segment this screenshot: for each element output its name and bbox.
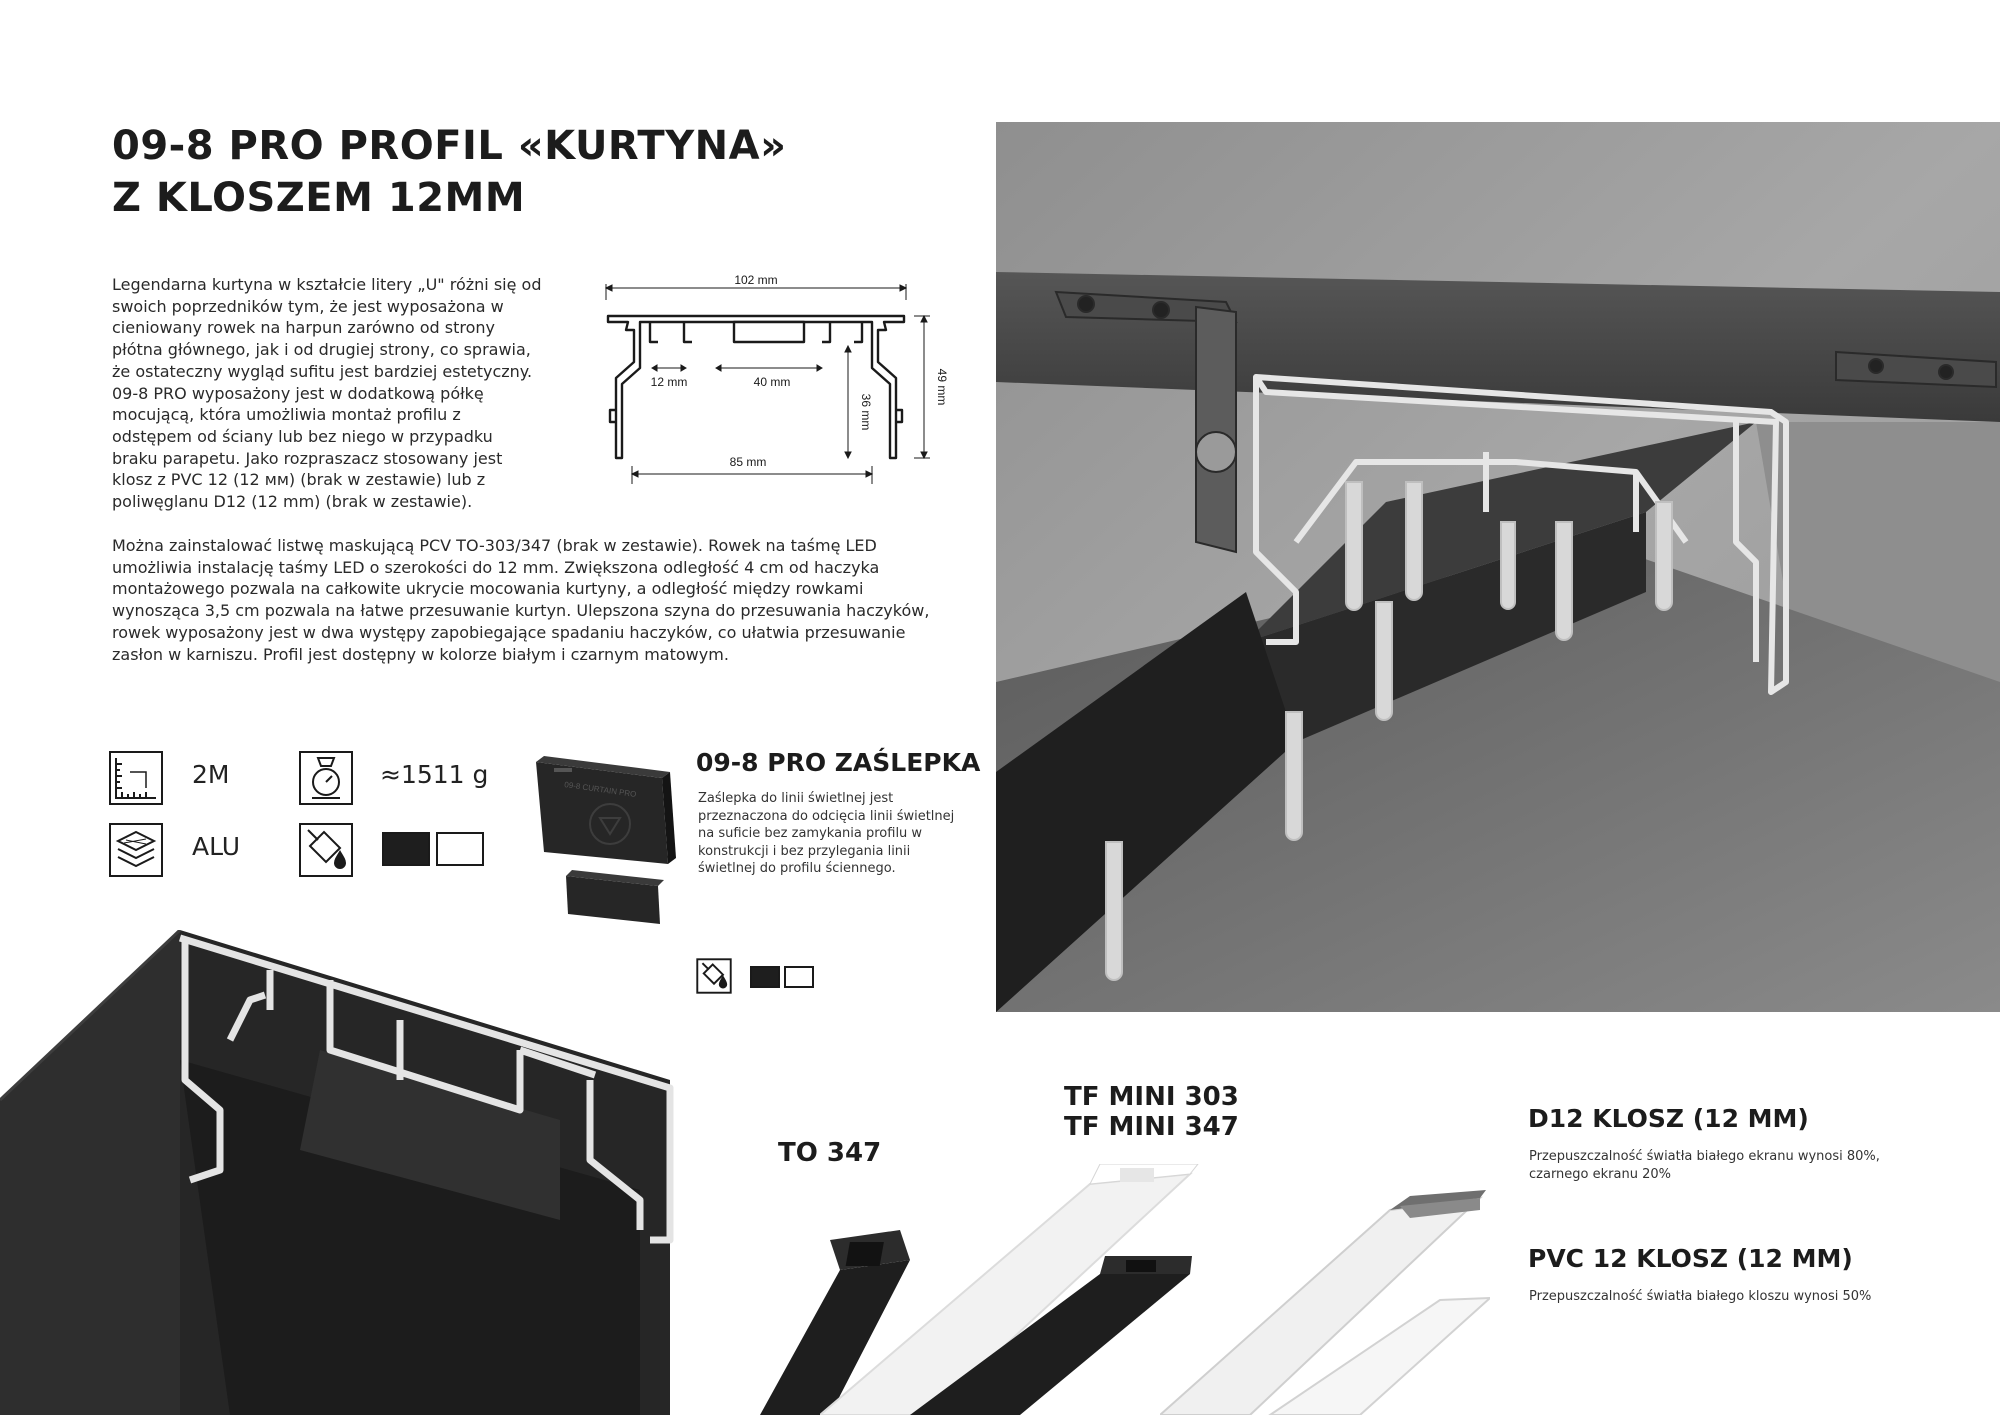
page-title [112, 120, 786, 224]
diffusers-image [1160, 1190, 1490, 1415]
endcap-product-label: 09-8 CURTAIN PRO [563, 780, 637, 800]
color-swatch-white [436, 832, 484, 866]
title-line-1: 09-8 PRO PROFIL «KURTYNA» [112, 123, 787, 169]
endcap-image [530, 748, 680, 930]
color-swatch-black [382, 832, 430, 866]
description-part-1: Legendarna kurtyna w kształcie litery „U" różni się od swoich poprzedników tym, że jest wyposażona w cieniowany rowek na harpun zarówno od strony płótna głównego, jak i od drugiej strony, co sprawia, że ostateczny wygląd sufitu jest bardziej estetyczny. 09-8 PRO wyposażony jest w dodatkową półkę mocującą, która umożliwia montaż profilu z odstępem od ściany lub bez niego w przypadku braku parapetu. Jako rozpraszacz stosowany jest klosz z PVC 12 (12 мм) (brak w zestawie) lub z poliwęglanu D12 (12 mm) (brak w zestawie). [112, 275, 542, 512]
endcap-description: Zaślepka do linii świetlnej jest przeznaczona do odcięcia linii świetlnej na suficie bez zamykania profilu w konstrukcji i bez przylegania linii świetlnej do profilu ściennego. [698, 791, 955, 876]
tf-mini-line-2: TF MINI 347 [1064, 1112, 1239, 1142]
title-line-2: Z KLOSZEM 12MM [112, 175, 526, 221]
d12-title: D12 KLOSZ (12 MM) [1528, 1104, 1809, 1133]
dim-bottom-label: 85 mm [729, 455, 767, 469]
to347-title: TO 347 [778, 1138, 882, 1168]
length-value: 2M [192, 760, 230, 789]
pvc-title: PVC 12 KLOSZ (12 MM) [1528, 1244, 1853, 1273]
ruler-icon [108, 750, 164, 806]
endcap-title: 09-8 PRO ZAŚLEPKA [696, 748, 981, 777]
tf-mini-line-1: TF MINI 303 [1064, 1082, 1239, 1112]
tf-mini-title [1064, 1082, 1239, 1142]
dim-depth-label: 36 mm [859, 393, 873, 431]
d12-description: Przepuszczalność światła białego ekranu wynosi 80%, czarnego ekranu 20% [1529, 1149, 1880, 1182]
dim-inner-label: 12 mm [650, 375, 688, 389]
scale-icon [298, 750, 354, 806]
description-part-2: Można zainstalować listwę maskującą PCV TO-303/347 (brak w zestawie). Rowek na taśmę LED umożliwia instalację taśmy LED o szerokości do 12 mm. Zwiększona odległość 4 cm od haczyka montażowego pozwala na całkowite ukrycie mocowania kurtyny, a odległość między rowkami wynosząca 3,5 cm pozwala na łatwe przesuwanie kurtyn. Ulepszona szyna do przesuwania haczyków, rowek wyposażony jest w dwa występy zapobiegające spadaniu haczyków, co ułatwia przesuwanie zasłon w karniszu. Profil jest dostępny w kolorze białym i czarnym matowym. [112, 536, 930, 664]
profile-3d-image [0, 930, 690, 1415]
weight-value: ≈1511 g [380, 760, 489, 789]
installation-photo [996, 122, 2000, 1012]
technical-drawing [596, 272, 956, 497]
endcap-swatch-black [750, 966, 780, 988]
dim-center-label: 40 mm [753, 375, 791, 389]
tf-mini-image [820, 1164, 1200, 1415]
layers-icon [108, 822, 164, 878]
endcap-swatch-white [784, 966, 814, 988]
pvc-description: Przepuszczalność światła białego kloszu wynosi 50% [1529, 1289, 1872, 1304]
endcap-paint-bucket-icon [696, 958, 732, 994]
dim-top-label: 102 mm [734, 273, 778, 287]
dim-right-label: 49 mm [935, 368, 949, 406]
paint-bucket-icon [298, 822, 354, 878]
material-value: ALU [192, 832, 241, 861]
